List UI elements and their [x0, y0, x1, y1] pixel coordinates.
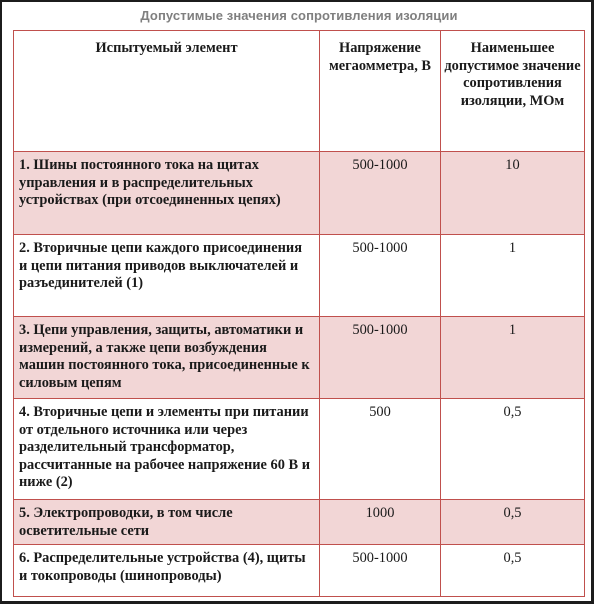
row-1-element: 1. Шины постоянного тока на щитах управления и в распределительных устройствах (при отсоединенных цепях) — [14, 152, 320, 235]
row-1-voltage: 500-1000 — [320, 152, 441, 235]
row-4-element: 4. Вторичные цепи и элементы при питании от отдельного источника или через разделительный трансформатор, рассчитанные на рабочее напряжение 60 В и ниже (2) — [14, 399, 320, 500]
row-5-resistance: 0,5 — [441, 500, 585, 545]
table-row — [14, 235, 585, 317]
table-row — [14, 399, 585, 500]
row-4-resistance: 0,5 — [441, 399, 585, 500]
insulation-resistance-table — [13, 30, 585, 597]
row-3-resistance: 1 — [441, 317, 585, 399]
row-6-resistance: 0,5 — [441, 545, 585, 597]
header-element: Испытуемый элемент — [14, 31, 320, 152]
table-row — [14, 545, 585, 597]
row-4-voltage: 500 — [320, 399, 441, 500]
row-2-voltage: 500-1000 — [320, 235, 441, 317]
table-row — [14, 317, 585, 399]
row-1-resistance: 10 — [441, 152, 585, 235]
row-6-element: 6. Распределительные устройства (4), щиты и токопроводы (шинопроводы) — [14, 545, 320, 597]
row-2-resistance: 1 — [441, 235, 585, 317]
row-3-voltage: 500-1000 — [320, 317, 441, 399]
row-6-voltage: 500-1000 — [320, 545, 441, 597]
row-5-element: 5. Электропроводки, в том числе осветительные сети — [14, 500, 320, 545]
row-2-element: 2. Вторичные цепи каждого присоединения и цепи питания приводов выключателей и разъединителей (1) — [14, 235, 320, 317]
row-5-voltage: 1000 — [320, 500, 441, 545]
header-voltage: Напряжение мегаомметра, В — [320, 31, 441, 152]
table-row — [14, 152, 585, 235]
header-resistance: Наименьшее допустимое значение сопротивления изоляции, МОм — [441, 31, 585, 152]
table-title: Допустимые значения сопротивления изоляции — [140, 8, 458, 23]
row-3-element: 3. Цепи управления, защиты, автоматики и измерений, а также цепи возбуждения машин постоянного тока, присоединенные к силовым цепям — [14, 317, 320, 399]
table-row — [14, 500, 585, 545]
